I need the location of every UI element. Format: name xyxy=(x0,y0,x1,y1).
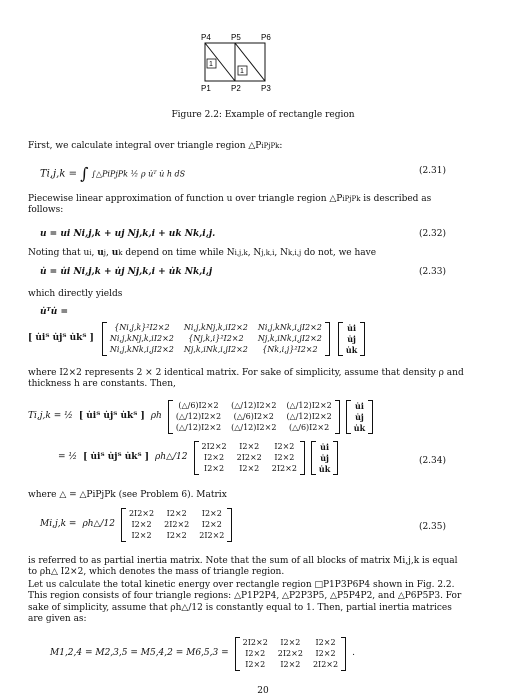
paragraph-noting: Noting that ui, uj, uk depend on time while Ni,j,k, Nj,k,i, Nk,i,j do not, we have xyxy=(28,248,377,258)
n-matrix-equation xyxy=(28,322,365,356)
column-vector: u̇i u̇j u̇k xyxy=(338,322,365,356)
column-vector-3: u̇i u̇j u̇k xyxy=(311,441,338,475)
page-number: 20 xyxy=(257,686,269,696)
equation-number-2-32: (2.32) xyxy=(418,229,446,239)
equation-2-31: Ti,j,k = ∫ ∫△PiPjPk ½ ρ u̇ᵀ u̇ h dS xyxy=(40,164,186,183)
m-matrix: 2I2×2 I2×2 I2×2 I2×2 2I2×2 I2×2 I2×2 I2×2 2I2×2 xyxy=(121,508,232,542)
equation-number-2-33: (2.33) xyxy=(418,267,446,277)
paragraph-kinetic-energy: Let us calculate the total kinetic energy over rectangle region □P1P3P6P4 shown in Fig. 2.2. This region consists of four triangle regions: △P1P2P4, △P2P3P5, △P5P4P2, and △P6P5P3. For sake of simplicity, assume that ρh△/12 is constantly equal to 1. Then, partial inertia matrices are given as: xyxy=(28,580,462,624)
n-matrix: {Ni,j,k}²I2×2 Ni,j,kNj,k,iI2×2 Ni,j,kNk,i,jI2×2 Ni,j,kNj,k,iI2×2 {Nj,k,i}²I2×2 Nj,k,iNk,i,jI2×2 Ni,j,kNk,i,jI2×2 Nj,k,iNk,i,jI2×2 {Nk,i,j}²I2×2 xyxy=(102,322,330,356)
column-vector-2: u̇i u̇j u̇k xyxy=(346,400,373,434)
equation-number-2-34: (2.34) xyxy=(418,456,446,466)
equation-2-32: u = ui Ni,j,k + uj Nj,k,i + uk Nk,i,j. xyxy=(40,229,216,239)
label-p2: P2 xyxy=(231,84,241,93)
equation-number-2-35: (2.35) xyxy=(418,522,446,532)
rectangle-region-figure xyxy=(195,32,285,94)
cell-number-2: 1 xyxy=(240,68,244,75)
paragraph-piecewise: Piecewise linear approximation of function u over triangle region △PiPjPk is described as follows: xyxy=(28,194,432,216)
label-p3: P3 xyxy=(261,84,271,93)
label-p5: P5 xyxy=(231,33,241,42)
i-matrix-equation: = ½ [ u̇iᵀ u̇jᵀ u̇kᵀ ] ρh△/12 2I2×2 I2×2 I2×2 I2×2 2I2×2 I2×2 I2×2 I2×2 2I2×2 u̇i u̇j u̇k xyxy=(58,441,338,475)
delta-matrix: (△/6)I2×2 (△/12)I2×2 (△/12)I2×2 (△/12)I2×2 (△/6)I2×2 (△/12)I2×2 (△/12)I2×2 (△/12)I2×2 (△/6)I2×2 xyxy=(168,400,340,434)
figure-caption: Figure 2.2: Example of rectangle region xyxy=(171,110,355,120)
equation-2-33: u̇ = u̇i Ni,j,k + u̇j Nj,k,i + u̇k Nk,i,j xyxy=(40,267,213,277)
label-p1: P1 xyxy=(201,84,211,93)
paragraph-yields: which directly yields xyxy=(28,289,123,299)
paragraph-integral: First, we calculate integral over triangle region △PiPjPk: xyxy=(28,141,283,151)
paragraph-delta: where △ = △PiPjPk (see Problem 6). Matrix xyxy=(28,490,227,500)
label-p6: P6 xyxy=(261,33,271,42)
final-matrix: 2I2×2 I2×2 I2×2 I2×2 2I2×2 I2×2 I2×2 I2×2 2I2×2 xyxy=(235,637,346,671)
delta-matrix-equation: Ti,j,k = ½ [ u̇iᵀ u̇jᵀ u̇kᵀ ] ρh (△/6)I2×2 (△/12)I2×2 (△/12)I2×2 (△/12)I2×2 (△/6)I2×2 (△/12)I2×2 (△/12)I2×2 (△/12)I2×2 (△/6)I2×2 u̇i u̇j u̇k xyxy=(28,400,373,434)
utu-lhs: u̇ᵀu̇ = xyxy=(40,307,68,317)
label-p4: P4 xyxy=(201,33,211,42)
equation-number-2-31: (2.31) xyxy=(418,166,446,176)
paragraph-partial-inertia: is referred to as partial inertia matrix. Note that the sum of all blocks of matrix Mi,j,k is equal to ρh△ I2×2, which denotes the mass of triangle region. xyxy=(28,556,458,578)
equation-2-35: Mi,j,k = ρh△/12 2I2×2 I2×2 I2×2 I2×2 2I2×2 I2×2 I2×2 I2×2 2I2×2 xyxy=(40,508,232,542)
row-vector: [ u̇iᵀ u̇jᵀ u̇kᵀ ] xyxy=(28,333,94,344)
paragraph-identity: where I2×2 represents 2 × 2 identical matrix. For sake of simplicity, assume that density ρ and thickness h are constants. Then, xyxy=(28,368,464,390)
cell-number-1: 1 xyxy=(209,61,213,68)
equation-partial-inertia-values: M1,2,4 = M2,3,5 = M5,4,2 = M6,5,3 = 2I2×2 I2×2 I2×2 I2×2 2I2×2 I2×2 I2×2 I2×2 2I2×2 . xyxy=(50,638,355,669)
i-matrix: 2I2×2 I2×2 I2×2 I2×2 2I2×2 I2×2 I2×2 I2×2 2I2×2 xyxy=(194,441,305,475)
